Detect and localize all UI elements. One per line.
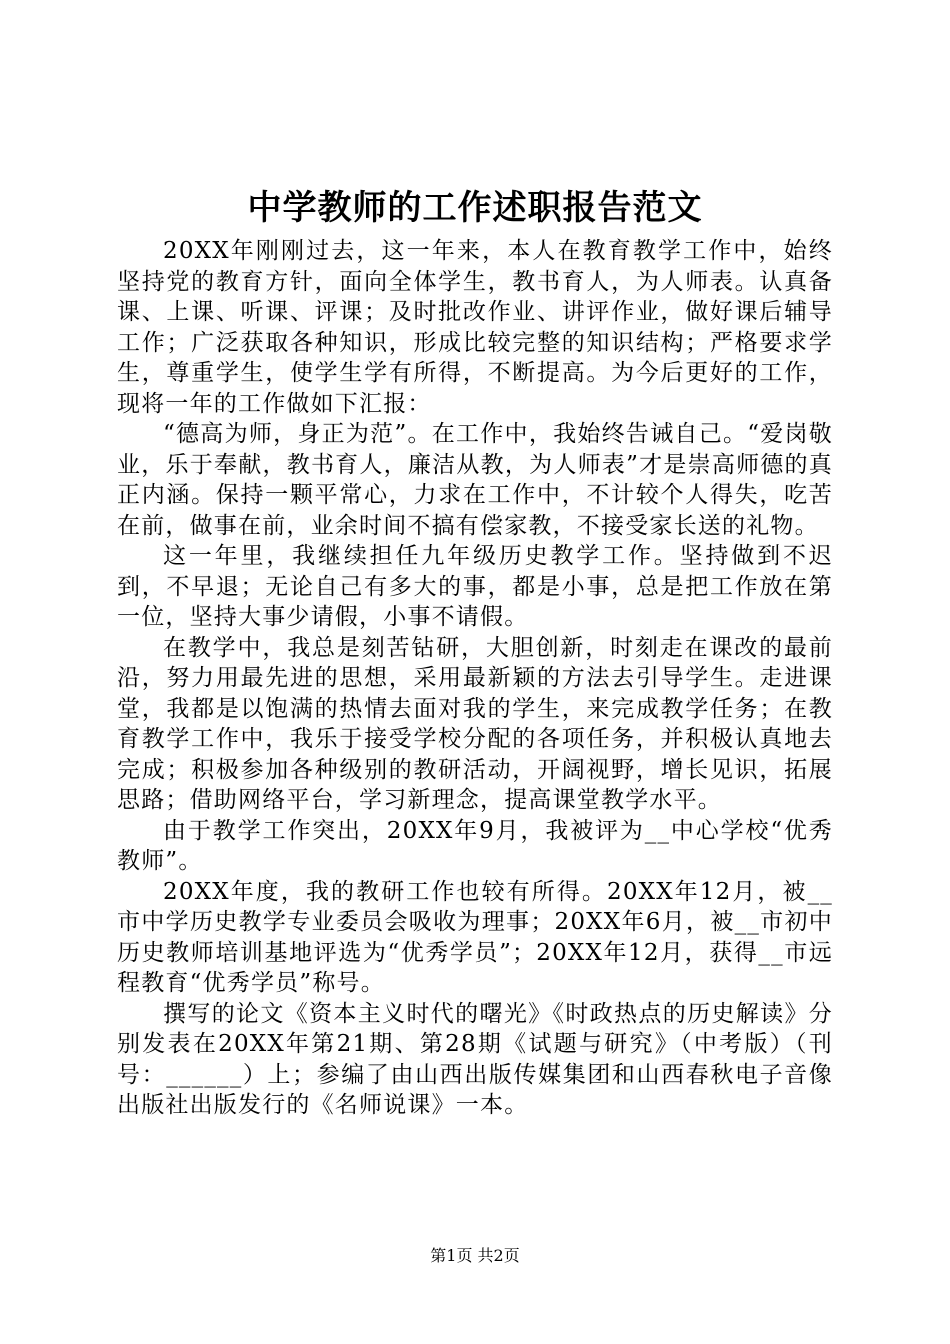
paragraph: 20XX年刚刚过去，这一年来，本人在教育教学工作中，始终坚持党的教育方针，面向全体学生，教书育人，为人师表。认真备课、上课、听课、评课；及时批改作业、讲评作业，做好课后辅导工作；广泛获取各种知识，形成比较完整的知识结构；严格要求学生，尊重学生，使学生学有所得，不断提高。为今后更好的工作，现将一年的工作做如下汇报： xyxy=(117,238,833,417)
page-number-footer: 第1页 共2页 xyxy=(430,1246,520,1265)
paragraph: “德高为师，身正为范”。在工作中，我始终告诫自己。“爱岗敬业，乐于奉献，教书育人，廉洁从教，为人师表”才是崇高师德的真正内涵。保持一颗平常心，力求在工作中，不计较个人得失，吃苦在前，做事在前，业余时间不搞有偿家教，不接受家长送的礼物。 xyxy=(117,421,833,539)
paragraph: 这一年里，我继续担任九年级历史教学工作。坚持做到不迟到，不早退；无论自己有多大的事，都是小事，总是把工作放在第一位，坚持大事少请假，小事不请假。 xyxy=(117,543,833,630)
paragraph: 由于教学工作突出，20XX年9月，我被评为__中心学校“优秀教师”。 xyxy=(117,817,833,874)
document-title: 中学教师的工作述职报告范文 xyxy=(247,188,703,228)
paragraph: 撰写的论文《资本主义时代的曙光》《时政热点的历史解读》分别发表在20XX年第21期、第28期《试题与研究》（中考版）（刊号：______）上；参编了由山西出版传媒集团和山西春秋电子音像出版社出版发行的《名师说课》一本。 xyxy=(117,1000,833,1118)
document-body xyxy=(117,236,833,1121)
paragraph: 20XX年度，我的教研工作也较有所得。20XX年12月，被__市中学历史教学专业委员会吸收为理事；20XX年6月，被__市初中历史教师培训基地评选为“优秀学员”；20XX年12月，获得__市远程教育“优秀学员”称号。 xyxy=(117,878,833,996)
paragraph: 在教学中，我总是刻苦钻研，大胆创新，时刻走在课改的最前沿，努力用最先进的思想，采用最新颖的方法去引导学生。走进课堂，我都是以饱满的热情去面对我的学生，来完成教学任务；在教育教学工作中，我乐于接受学校分配的各项任务，并积极认真地去完成；积极参加各种级别的教研活动，开阔视野，增长见识，拓展思路；借助网络平台，学习新理念，提高课堂教学水平。 xyxy=(117,634,833,813)
